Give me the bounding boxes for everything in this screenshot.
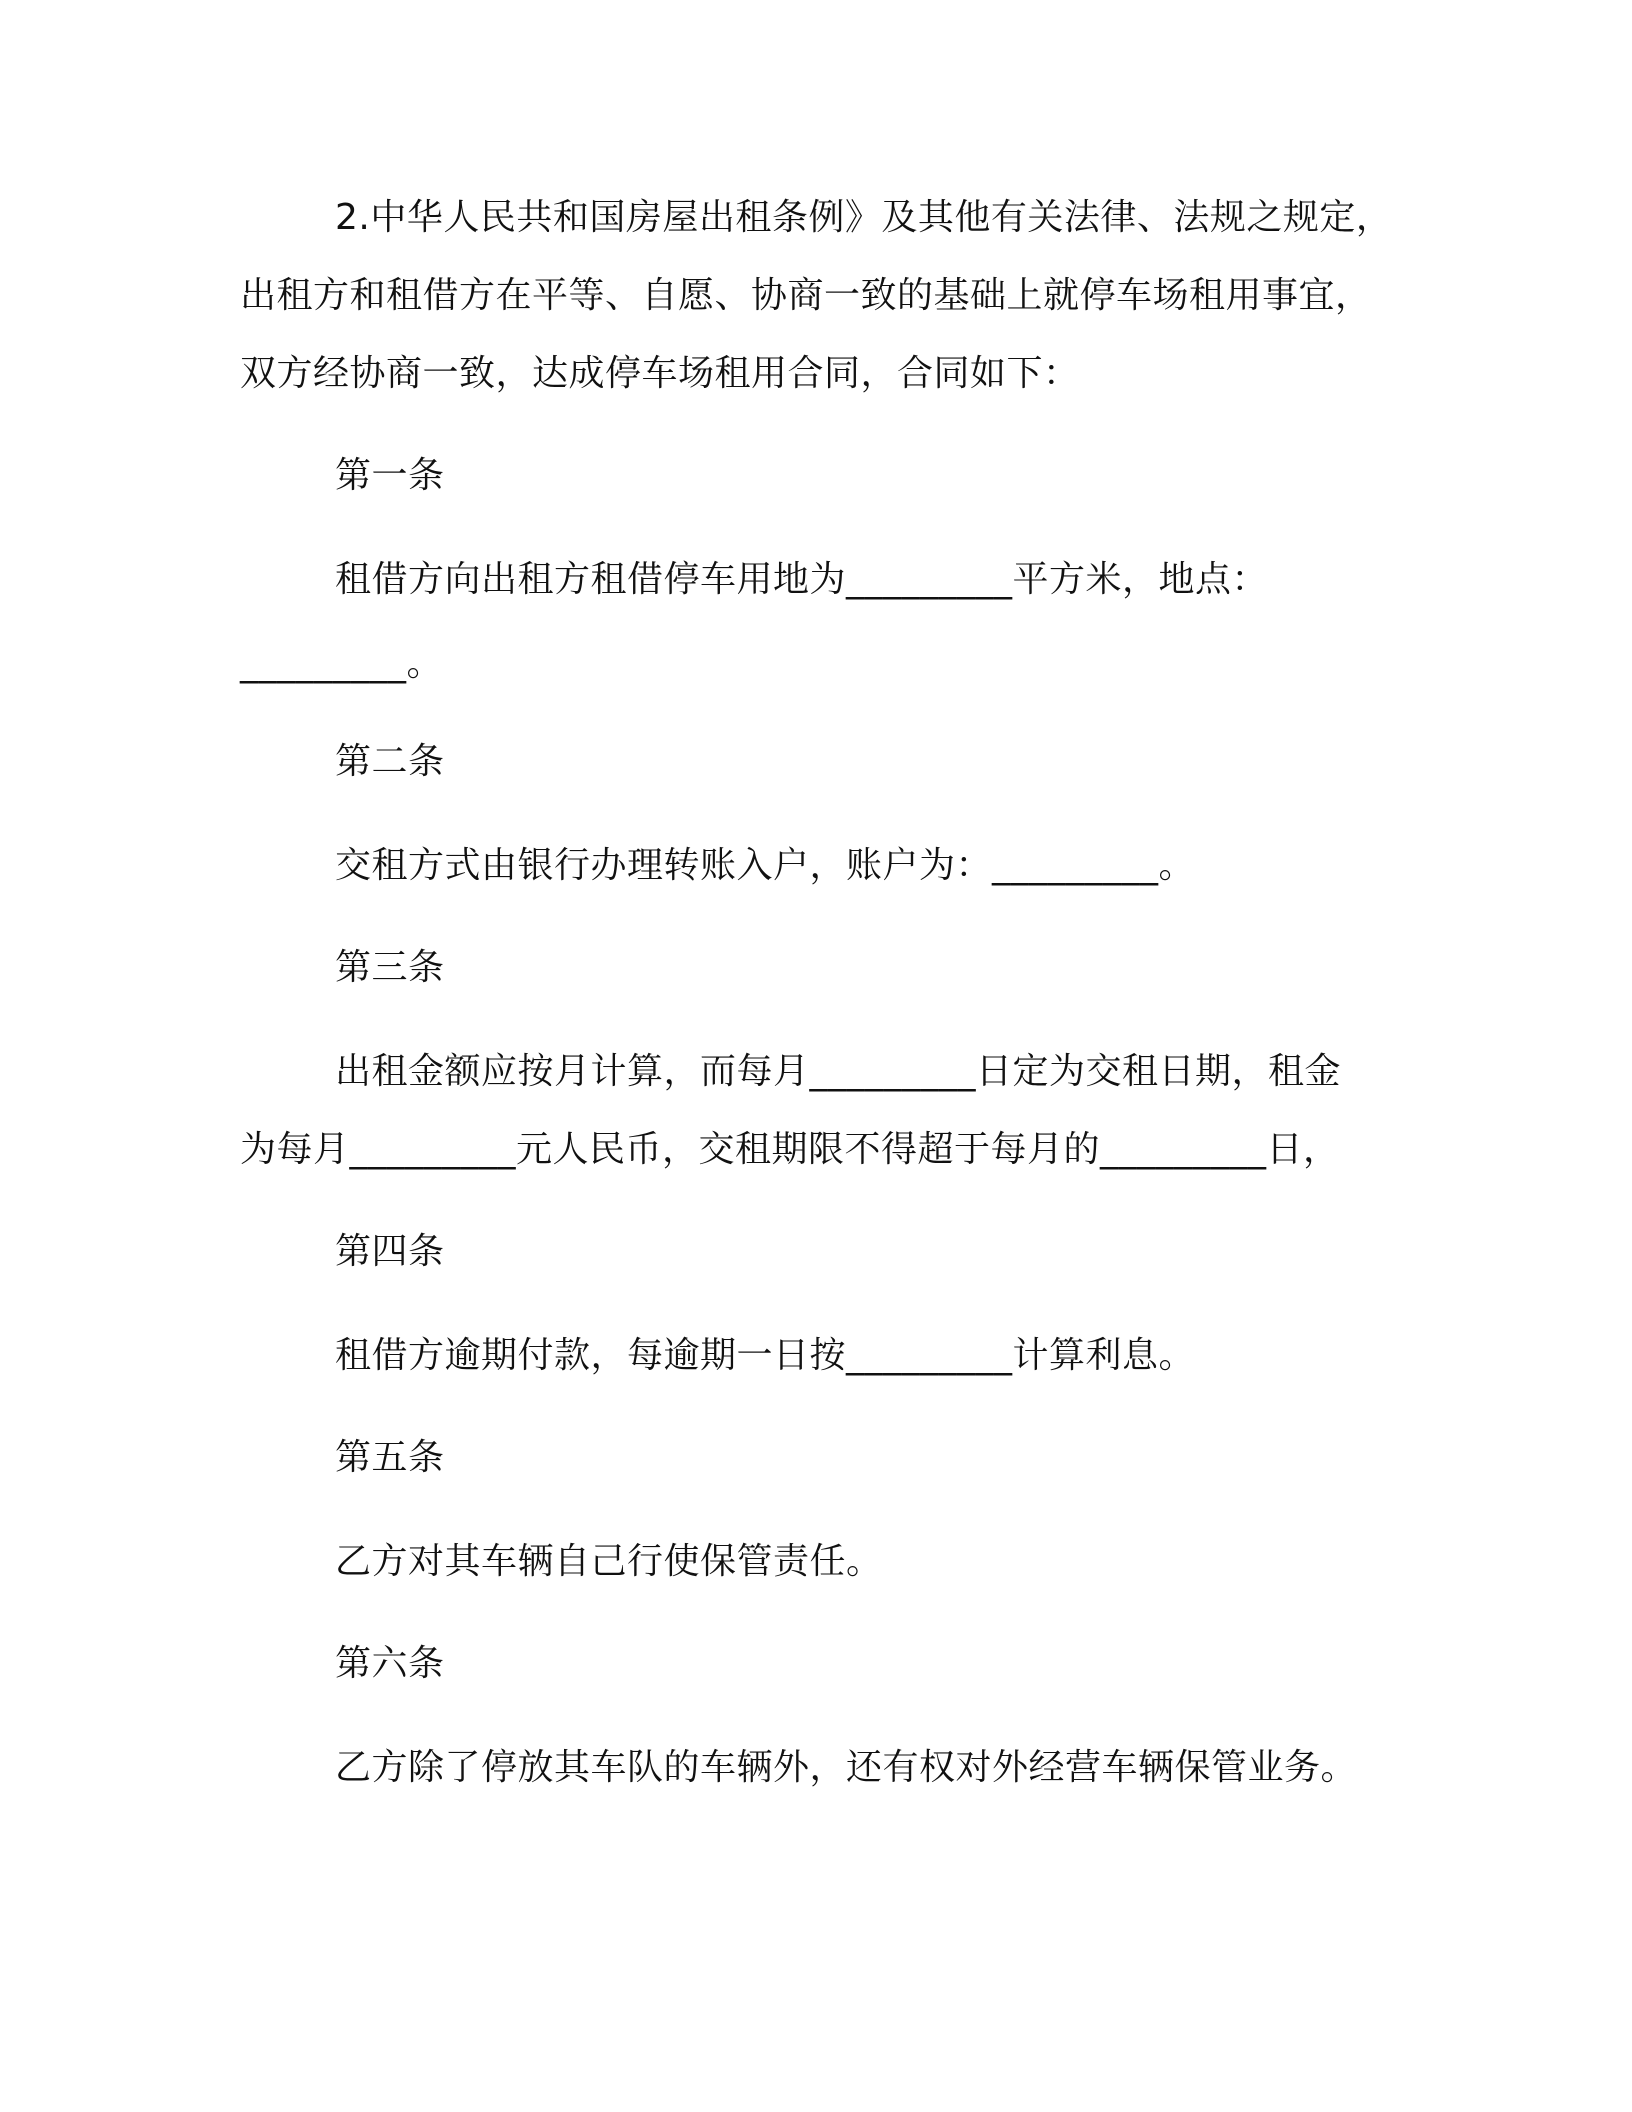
intro-line-1: 2.中华人民共和国房屋出租条例》及其他有关法律、法规之规定，: [335, 197, 1393, 238]
article-3-heading: 第三条: [335, 947, 445, 988]
article-6-line-1: 乙方除了停放其车队的车辆外，还有权对外经营车辆保管业务。: [335, 1747, 1358, 1788]
article-2-line-1: 交租方式由银行办理转账入户，账户为：_________。: [335, 845, 1196, 886]
article-3-line-1: 出租金额应按月计算，而每月_________日定为交租日期，租金: [335, 1051, 1342, 1092]
article-6-heading: 第六条: [335, 1643, 445, 1684]
article-1-line-2: _________。: [240, 643, 444, 684]
article-5-heading: 第五条: [335, 1437, 445, 1478]
intro-line-3: 双方经协商一致，达成停车场租用合同，合同如下：: [240, 353, 1080, 394]
article-1-heading: 第一条: [335, 455, 445, 496]
article-3-line-2: 为每月_________元人民币，交租期限不得超于每月的_________日，: [240, 1129, 1340, 1170]
intro-line-2: 出租方和租借方在平等、自愿、协商一致的基础上就停车场租用事宜，: [240, 275, 1372, 316]
article-4-heading: 第四条: [335, 1231, 445, 1272]
article-2-heading: 第二条: [335, 741, 445, 782]
article-4-line-1: 租借方逾期付款，每逾期一日按_________计算利息。: [335, 1335, 1196, 1376]
article-1-line-1: 租借方向出租方租借停车用地为_________平方米，地点：: [335, 559, 1269, 600]
article-5-line-1: 乙方对其车辆自己行使保管责任。: [335, 1541, 883, 1582]
